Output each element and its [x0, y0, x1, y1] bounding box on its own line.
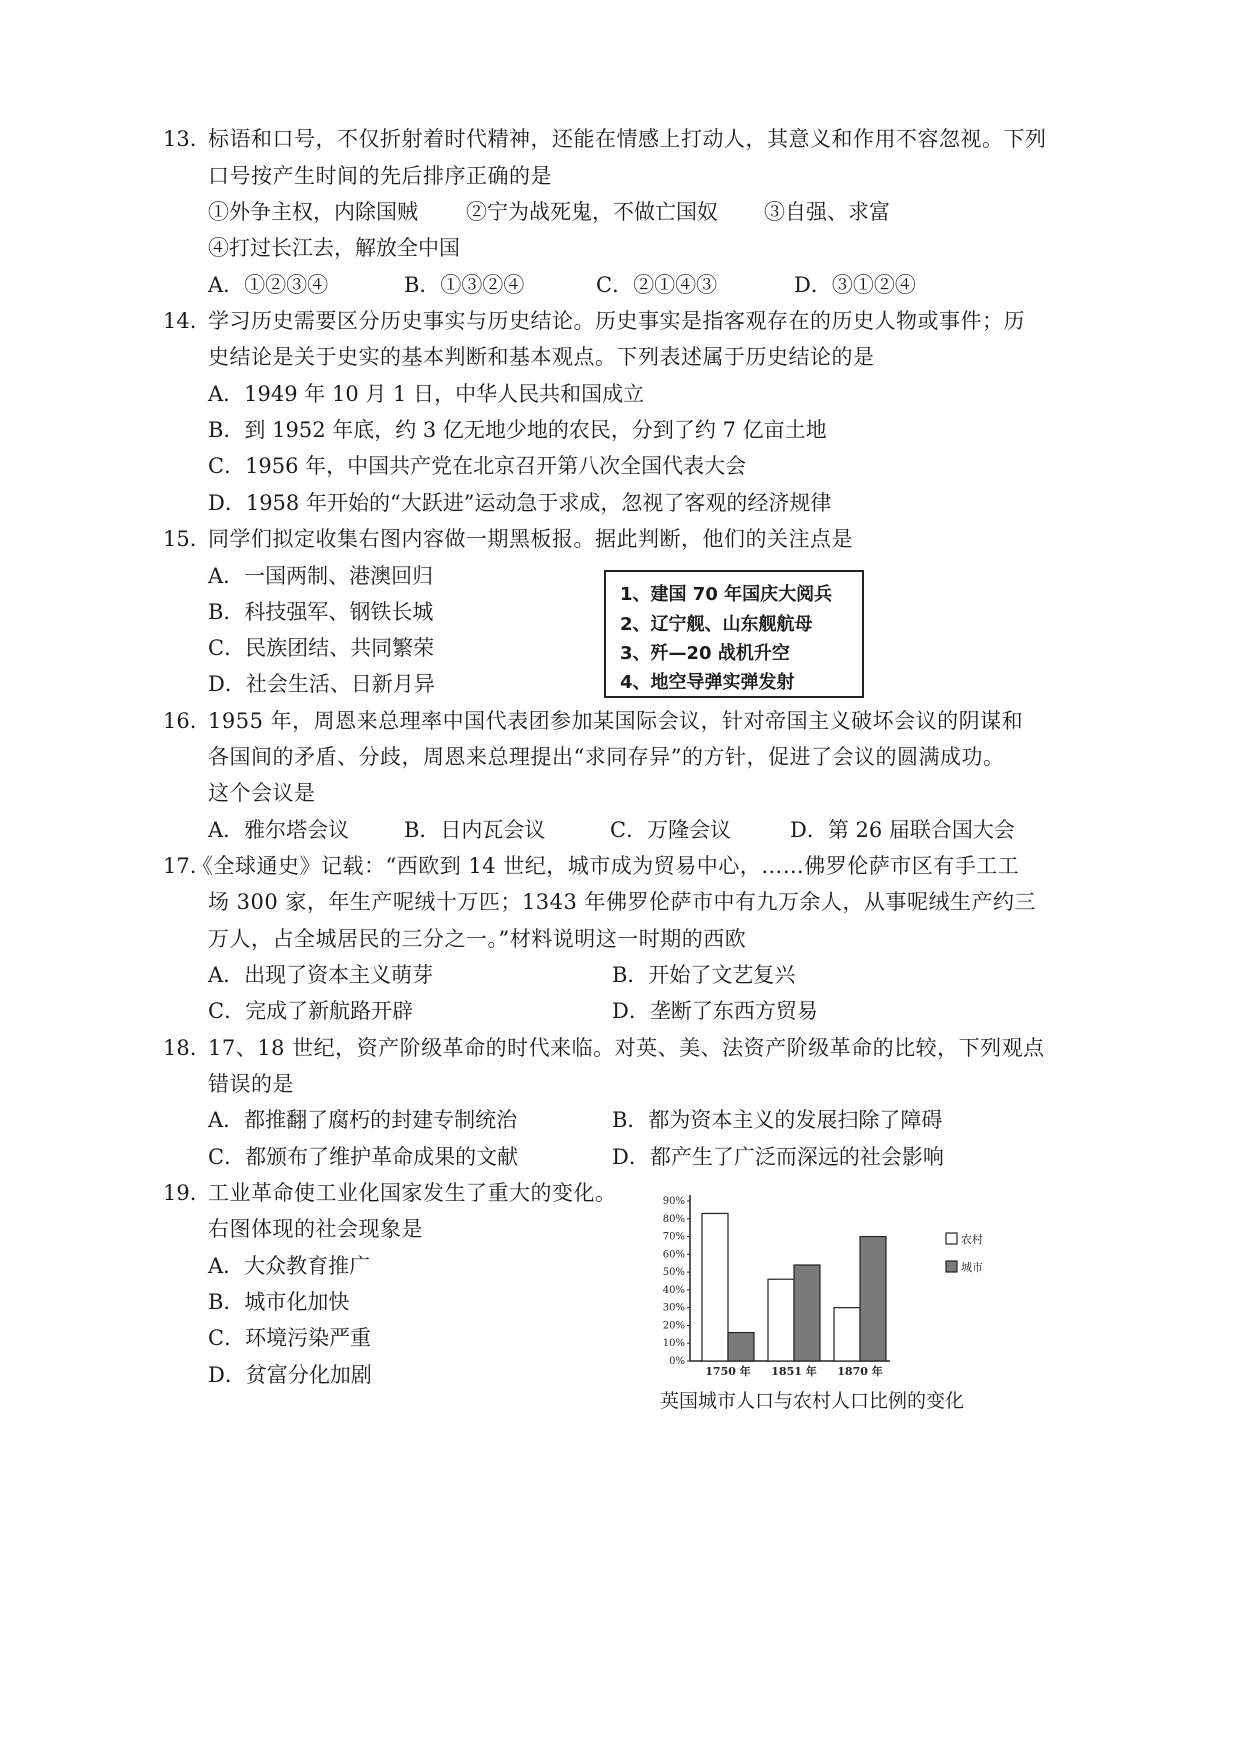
q13-slogan-1: ①外争主权，内除国贼	[208, 200, 418, 224]
q13-option-d[interactable]: D．③①②④	[794, 273, 916, 297]
q13-slogan-2: ②宁为战死鬼，不做亡国奴	[466, 200, 718, 224]
q13-slogan-3: ③自强、求富	[764, 200, 890, 224]
population-chart	[650, 1185, 1020, 1415]
q14-option-d[interactable]: D．1958 年开始的“大跃进”运动急于求成，忽视了客观的经济规律	[208, 491, 832, 515]
y-tick-label: 50%	[662, 1267, 685, 1279]
q13-slogan-4: ④打过长江去，解放全中国	[208, 236, 460, 260]
q15-option-c[interactable]: C．民族团结、共同繁荣	[208, 636, 435, 660]
q17-option-d[interactable]: D．垄断了东西方贸易	[612, 999, 818, 1023]
q15-option-b[interactable]: B．科技强军、钢铁长城	[208, 600, 434, 624]
q13-option-a[interactable]: A．①②③④	[208, 273, 329, 297]
q19-stem-line2: 右图体现的社会现象是	[208, 1217, 423, 1241]
q17-option-a[interactable]: A．出现了资本主义萌芽	[208, 963, 434, 987]
q17-stem-line3: 万人，占全城居民的三分之一。”材料说明这一时期的西欧	[208, 927, 747, 951]
y-tick-label: 80%	[662, 1213, 685, 1225]
q16-stem-line2: 各国间的矛盾、分歧，周恩来总理提出“求同存异”的方针，促进了会议的圆满成功。	[208, 745, 1005, 769]
q16-number: 16.	[163, 709, 197, 733]
q19-number: 19.	[163, 1181, 197, 1205]
q13-number: 13.	[163, 127, 197, 151]
q19-stem-line1: 工业革命使工业化国家发生了重大的变化。	[208, 1181, 617, 1205]
legend-label: 城市	[961, 1261, 983, 1274]
q16-option-a[interactable]: A．雅尔塔会议	[208, 818, 350, 842]
bar-rural	[834, 1308, 860, 1361]
bar-urban	[860, 1237, 886, 1361]
y-tick-label: 10%	[662, 1338, 685, 1350]
chart-caption: 英国城市人口与农村人口比例的变化	[660, 1390, 965, 1412]
q17-stem-line2: 场 300 家，年生产呢绒十万匹；1343 年佛罗伦萨市中有九万余人，从事呢绒生产约三	[208, 890, 1037, 914]
q18-stem-line2: 错误的是	[208, 1072, 294, 1096]
q15-blackboard-list	[604, 570, 864, 698]
q19-option-a[interactable]: A．大众教育推广	[208, 1254, 371, 1278]
x-tick-label: 1870 年	[837, 1365, 883, 1378]
x-tick-label: 1750 年	[705, 1365, 751, 1378]
bar-rural	[768, 1279, 794, 1361]
y-tick-label: 0%	[669, 1356, 685, 1367]
population-bar-chart	[650, 1185, 1020, 1385]
legend-label: 农村	[961, 1233, 983, 1246]
q18-option-c[interactable]: C．都颁布了维护革命成果的文献	[208, 1145, 519, 1169]
q15-list-item-4: 4、地空导弹实弹发射	[620, 672, 795, 693]
q15-list-item-1: 1、建国 70 年国庆大阅兵	[620, 584, 833, 605]
q13-option-c[interactable]: C．②①④③	[596, 273, 718, 297]
q18-option-d[interactable]: D．都产生了广泛而深远的社会影响	[612, 1145, 944, 1169]
q15-list-item-3: 3、歼—20 战机升空	[620, 643, 790, 664]
q16-option-b[interactable]: B．日内瓦会议	[404, 818, 546, 842]
q14-stem-line2: 史结论是关于史实的基本判断和基本观点。下列表述属于历史结论的是	[208, 345, 875, 369]
q14-number: 14.	[163, 309, 197, 333]
legend-swatch	[946, 1233, 957, 1244]
bar-urban	[794, 1265, 820, 1361]
q18-option-b[interactable]: B．都为资本主义的发展扫除了障碍	[612, 1108, 943, 1132]
y-tick-label: 90%	[662, 1196, 685, 1207]
y-tick-label: 30%	[662, 1302, 685, 1314]
q16-stem-line1: 1955 年，周恩来总理率中国代表团参加某国际会议，针对帝国主义破坏会议的阴谋和	[208, 709, 1024, 733]
q16-option-c[interactable]: C．万隆会议	[610, 818, 732, 842]
q18-option-a[interactable]: A．都推翻了腐朽的封建专制统治	[208, 1108, 518, 1132]
q19-option-c[interactable]: C．环境污染严重	[208, 1326, 372, 1350]
y-tick-label: 60%	[662, 1249, 685, 1261]
q13-stem-line2: 口号按产生时间的先后排序正确的是	[208, 164, 552, 188]
legend-swatch	[946, 1261, 957, 1272]
q16-option-d[interactable]: D．第 26 届联合国大会	[790, 818, 1015, 842]
bar-rural	[702, 1213, 728, 1361]
y-tick-label: 70%	[662, 1231, 685, 1243]
q18-stem-line1: 17、18 世纪，资产阶级革命的时代来临。对英、美、法资产阶级革命的比较，下列观点	[208, 1036, 1045, 1060]
y-tick-label: 40%	[662, 1284, 685, 1296]
q16-stem-line3: 这个会议是	[208, 781, 316, 805]
q15-list-item-2: 2、辽宁舰、山东舰航母	[620, 614, 813, 635]
q19-option-d[interactable]: D．贫富分化加剧	[208, 1363, 372, 1387]
q13-stem-line1: 标语和口号，不仅折射着时代精神，还能在情感上打动人，其意义和作用不容忽视。下列	[208, 127, 1047, 151]
q14-option-c[interactable]: C．1956 年，中国共产党在北京召开第八次全国代表大会	[208, 454, 747, 478]
q19-option-b[interactable]: B．城市化加快	[208, 1290, 350, 1314]
q15-option-a[interactable]: A．一国两制、港澳回归	[208, 564, 434, 588]
x-tick-label: 1851 年	[771, 1365, 817, 1378]
q15-stem-line1: 同学们拟定收集右图内容做一期黑板报。据此判断，他们的关注点是	[208, 527, 853, 551]
q14-option-b[interactable]: B．到 1952 年底，约 3 亿无地少地的农民，分到了约 7 亿亩土地	[208, 418, 827, 442]
q14-stem-line1: 学习历史需要区分历史事实与历史结论。历史事实是指客观存在的历史人物或事件；历	[208, 309, 1025, 333]
q17-option-c[interactable]: C．完成了新航路开辟	[208, 999, 414, 1023]
q18-number: 18.	[163, 1036, 197, 1060]
y-tick-label: 20%	[662, 1320, 685, 1332]
q17-number: 17.	[163, 854, 197, 878]
q14-option-a[interactable]: A．1949 年 10 月 1 日，中华人民共和国成立	[208, 382, 645, 406]
q17-stem-line1: 《全球通史》记载：“西欧到 14 世纪，城市成为贸易中心，……佛罗伦萨市区有手工工	[192, 854, 1020, 878]
q15-number: 15.	[163, 527, 197, 551]
q13-option-b[interactable]: B．①③②④	[404, 273, 525, 297]
q15-option-d[interactable]: D．社会生活、日新月异	[208, 672, 435, 696]
bar-urban	[728, 1333, 754, 1361]
q17-option-b[interactable]: B．开始了文艺复兴	[612, 963, 796, 987]
